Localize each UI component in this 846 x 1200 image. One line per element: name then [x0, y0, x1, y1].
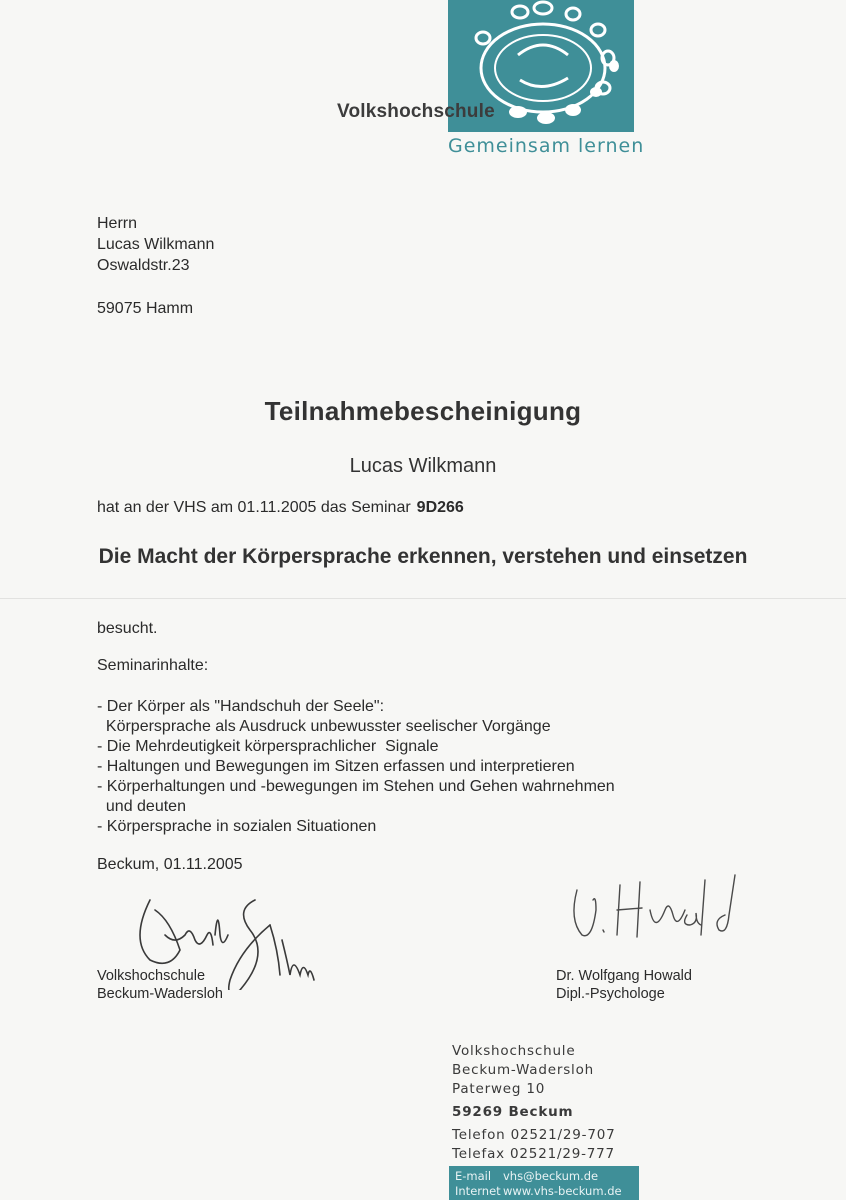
internet-value: www.vhs-beckum.de [503, 1184, 622, 1198]
paper-fold-line [0, 598, 846, 599]
recipient-address [97, 213, 214, 319]
seminar-title: Die Macht der Körpersprache erkennen, verstehen und einsetzen [98, 545, 748, 568]
internet-label: Internet [455, 1184, 501, 1198]
tagline: Gemeinsam lernen [448, 135, 645, 157]
place-date: Beckum, 01.11.2005 [97, 856, 243, 873]
list-item: und deuten [97, 798, 186, 815]
email-row [455, 1169, 639, 1184]
recipient-city: 59075 Hamm [97, 300, 194, 317]
contents-heading: Seminarinhalte: [97, 657, 209, 674]
recipient-street: Oswaldstr.23 [97, 257, 190, 274]
seminar-intro-text: hat an der VHS am 01.11.2005 das Seminar [97, 499, 411, 516]
seminar-intro-line [97, 499, 464, 517]
email-value: vhs@beckum.de [503, 1169, 599, 1183]
recipient-salutation: Herrn [97, 215, 138, 232]
list-item: - Die Mehrdeutigkeit körpersprachlicher Signale [97, 738, 439, 755]
institution-name: Volkshochschule [337, 101, 495, 122]
left-org-line1: Volkshochschule [97, 968, 206, 984]
recipient-name: Lucas Wilkmann [97, 236, 215, 253]
right-signatory [556, 967, 692, 1003]
list-item: - Körpersprache in sozialen Situationen [97, 818, 377, 835]
left-signatory [97, 967, 223, 1003]
contents-list [97, 697, 615, 837]
footer-line1: Volkshochschule [452, 1043, 576, 1059]
certificate-title: Teilnahmebescheinigung [264, 396, 582, 426]
left-org-line2: Beckum-Wadersloh [97, 986, 223, 1002]
footer-fax: Telefax 02521/29-777 [452, 1146, 615, 1162]
footer-phone: Telefon 02521/29-707 [452, 1127, 616, 1143]
footer-city: 59269 Beckum [452, 1104, 574, 1120]
list-item: - Haltungen und Bewegungen im Sitzen erfassen und interpretieren [97, 758, 575, 775]
footer-address [452, 1042, 616, 1164]
email-label: E-mail [455, 1169, 492, 1183]
footer-street: Paterweg 10 [452, 1081, 546, 1097]
list-item: Körpersprache als Ausdruck unbewusster seelischer Vorgänge [97, 718, 551, 735]
attended-text: besucht. [97, 620, 158, 637]
seminar-code: 9D266 [416, 499, 464, 516]
list-item: - Der Körper als "Handschuh der Seele": [97, 698, 385, 715]
right-signatory-name: Dr. Wolfgang Howald [556, 968, 692, 984]
footer-line2: Beckum-Wadersloh [452, 1062, 595, 1078]
internet-row [455, 1184, 639, 1199]
participant-name: Lucas Wilkmann [349, 455, 497, 477]
signature-right-icon [565, 870, 745, 950]
list-item: - Körperhaltungen und -bewegungen im Stehen und Gehen wahrnehmen [97, 778, 615, 795]
contact-box [449, 1166, 639, 1200]
right-signatory-title: Dipl.-Psychologe [556, 986, 665, 1002]
